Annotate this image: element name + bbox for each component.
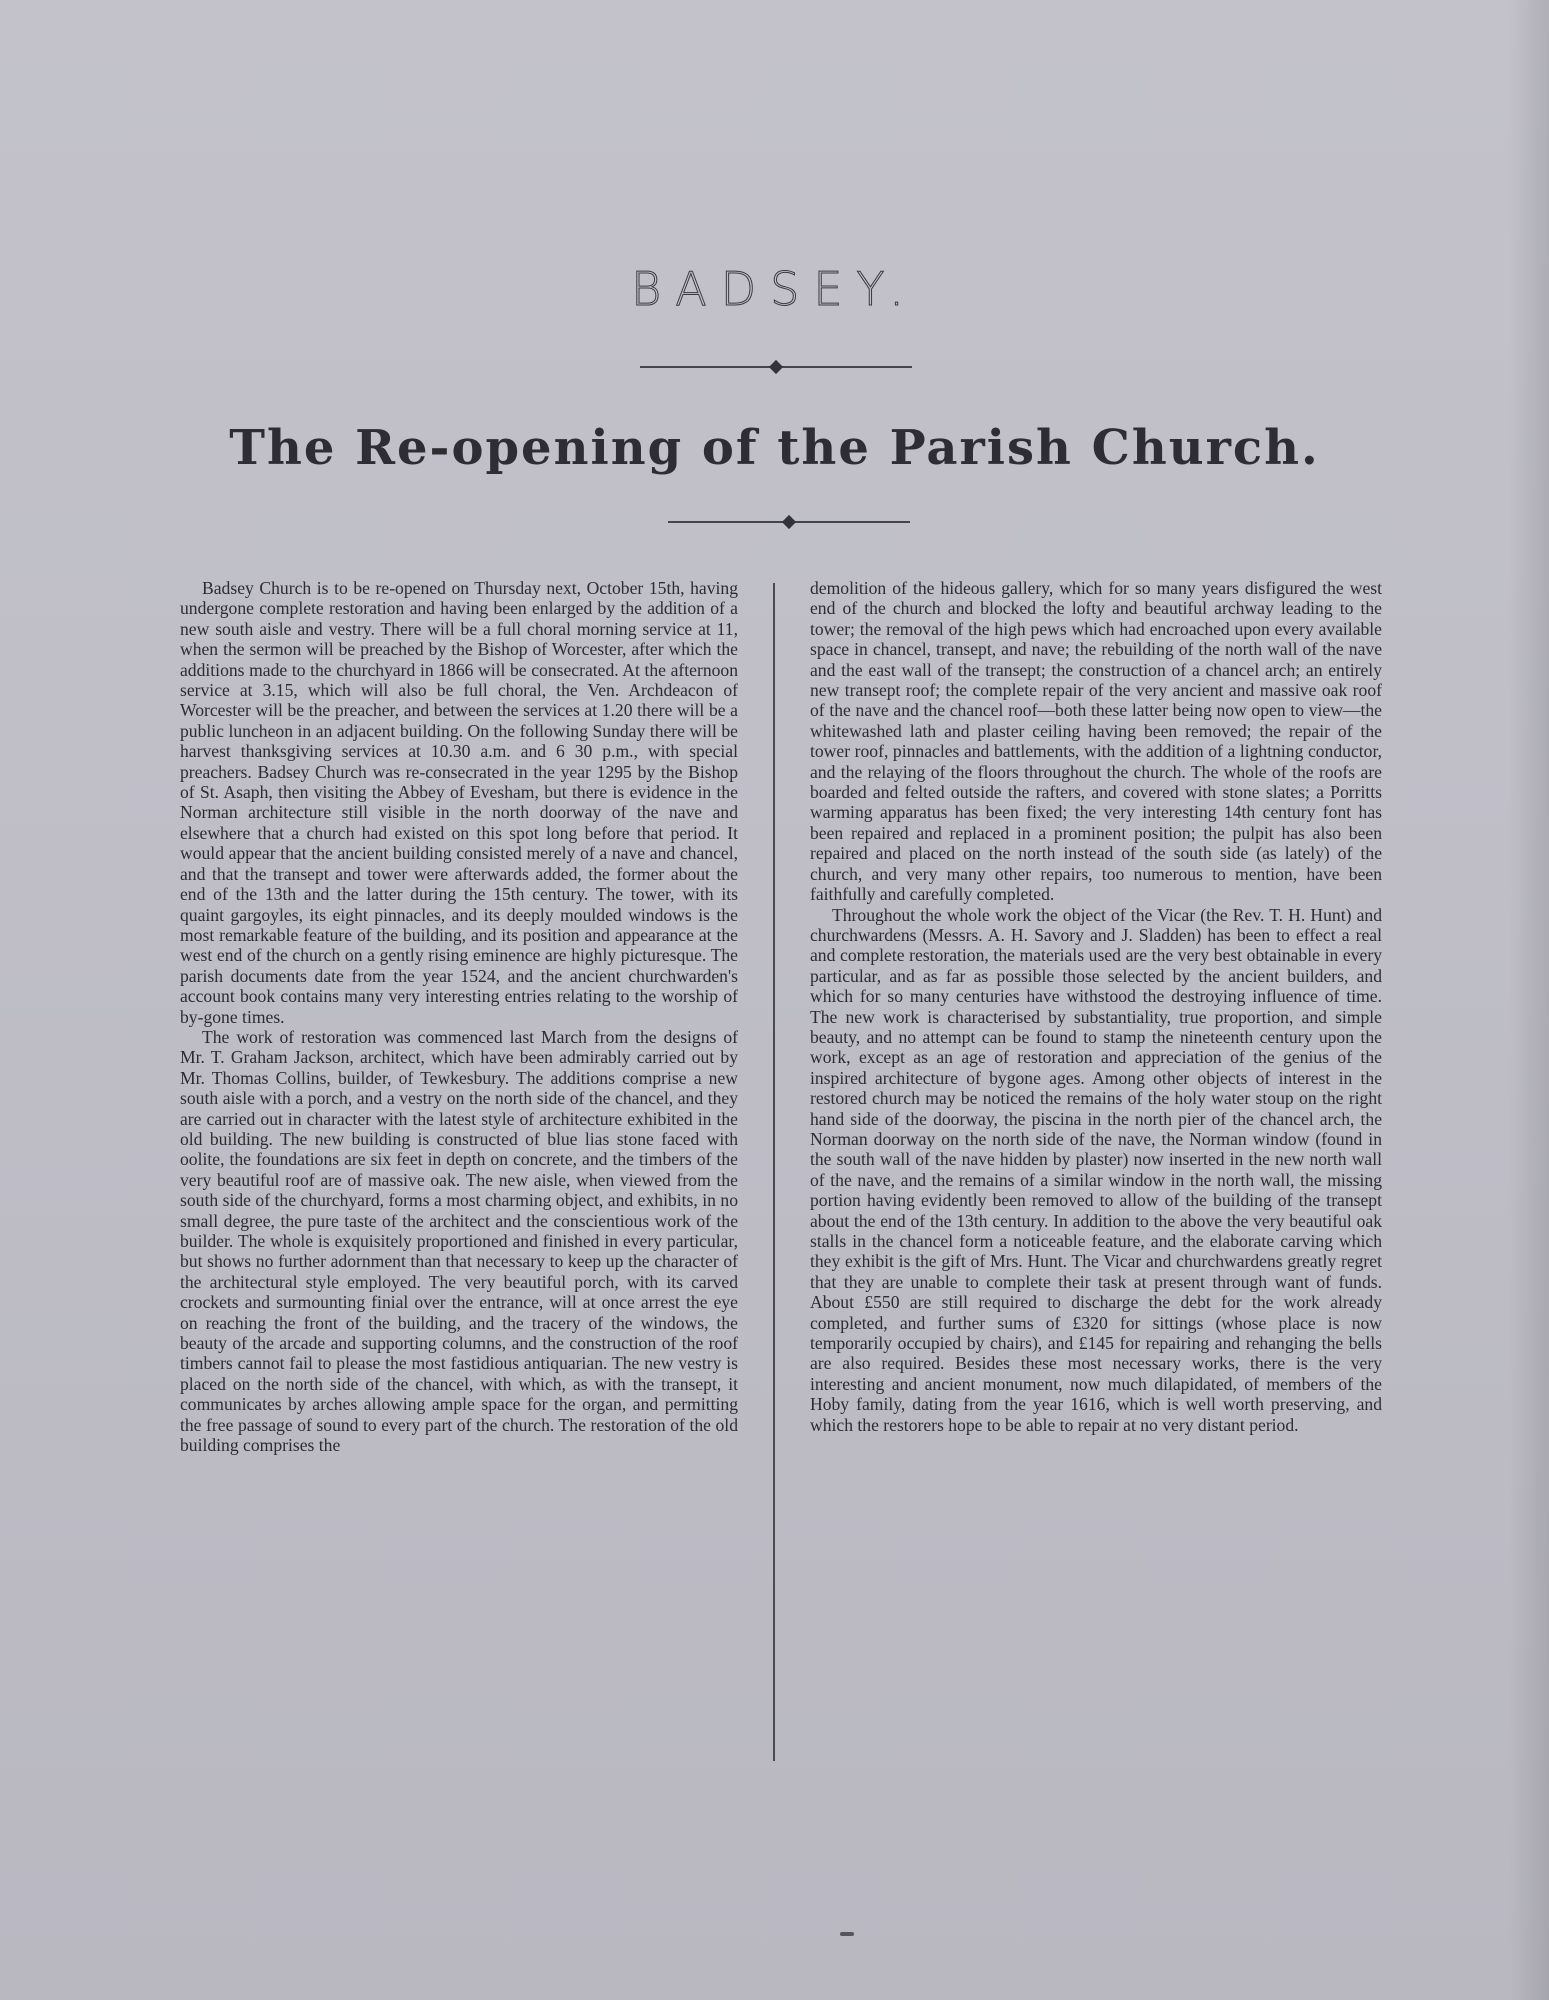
column-divider [773, 583, 775, 1761]
ornamental-rule-bottom [668, 521, 910, 523]
page-title: BADSEY. [631, 262, 918, 316]
ink-mark [840, 1932, 854, 1936]
article-paragraph: Badsey Church is to be re-opened on Thursday next, October 15th, having undergone complete restoration and having been enlarged by the addition of a new south aisle and vestry. There will be a full choral morning service at 11, when the sermon will be preached by the Bishop of Worcester, after which the additions made to the churchyard in 1866 will be consecrated. At the afternoon service at 3.15, which will also be full choral, the Ven. Archdeacon of Worcester will be the preacher, and between the services at 1.20 there will be a public luncheon in an adjacent building. On the following Sunday there will be harvest thanksgiving services at 10.30 a.m. and 6 30 p.m., with special preachers. Badsey Church was re-consecrated in the year 1295 by the Bishop of St. Asaph, then visiting the Abbey of Evesham, but there is evidence in the Norman architecture still visible in the north doorway of the nave and elsewhere that a church had existed on this spot long before that period. It would appear that the ancient building consisted merely of a nave and chancel, and that the transept and tower were afterwards added, the former about the end of the 13th and the latter during the 15th century. The tower, with its quaint gargoyles, its eight pinnacles, and its deeply moulded windows is the most remarkable feature of the building, and its position and appearance at the west end of the church on a gently rising eminence are highly picturesque. The parish documents date from the year 1524, and the ancient churchwarden's account book contains many very interesting entries relating to the worship of by-gone times. [180, 578, 738, 1027]
rule-diamond-ornament [769, 360, 783, 374]
article-column-left [180, 578, 738, 1455]
article-headline: The Re-opening of the Parish Church. [229, 420, 1320, 476]
article-paragraph: demolition of the hideous gallery, which for so many years disfigured the west end of the church and blocked the lofty and beautiful archway leading to the tower; the removal of the high pews which had encroached upon every available space in chancel, transept, and nave; the rebuilding of the north wall of the nave and the east wall of the transept; the construction of a chancel arch; an entirely new transept roof; the complete repair of the very ancient and massive oak roof of the nave and the chancel roof—both these latter being now open to view—the whitewashed lath and plaster ceiling having been removed; the repair of the tower roof, pinnacles and battlements, with the addition of a lightning conductor, and the relaying of the floors throughout the church. The whole of the roofs are boarded and felted outside the rafters, and covered with stone slates; a Porritts warming apparatus has been fixed; the very interesting 14th century font has been repaired and replaced in a prominent position; the pulpit has also been repaired and placed on the north instead of the south side (as lately) of the church, and very many other repairs, too numerous to mention, have been faithfully and carefully completed. [810, 578, 1382, 905]
ornamental-rule-top [640, 366, 912, 368]
article-paragraph: Throughout the whole work the object of the Vicar (the Rev. T. H. Hunt) and churchwardens (Messrs. A. H. Savory and J. Sladden) has been to effect a real and complete restoration, the materials used are the very best obtainable in every particular, and as far as possible those selected by the ancient builders, and which for so many centuries have withstood the destroying influence of time. The new work is characterised by substantiality, true proportion, and simple beauty, and no attempt can be found to stamp the nineteenth century upon the work, except as an age of restoration and appreciation of the genius of the inspired architecture of bygone ages. Among other objects of interest in the restored church may be noticed the remains of the holy water stoup on the right hand side of the doorway, the piscina in the north pier of the chancel arch, the Norman doorway on the north side of the nave, the Norman window (found in the south wall of the nave hidden by plaster) now inserted in the new north wall of the nave, and the remains of a similar window in the north wall, the missing portion having evidently been removed to allow of the building of the transept about the end of the 13th century. In addition to the above the very beautiful oak stalls in the chancel form a noticeable feature, and the elaborate carving which they exhibit is the gift of Mrs. Hunt. The Vicar and churchwardens greatly regret that they are unable to complete their task at present through want of funds. About £550 are still required to discharge the debt for the work already completed, and further sums of £320 for sittings (whose place is now temporarily occupied by chairs), and £145 for repairing and rehanging the bells are also required. Besides these most necessary works, there is the very interesting and ancient monument, now much dilapidated, of members of the Hoby family, dating from the year 1616, which is well worth preserving, and which the restorers hope to be able to repair at no very distant period. [810, 904, 1382, 1435]
article-column-right [810, 578, 1382, 1435]
article-paragraph: The work of restoration was commenced last March from the designs of Mr. T. Graham Jackson, architect, which have been admirably carried out by Mr. Thomas Collins, builder, of Tewkesbury. The additions comprise a new south aisle with a porch, and a vestry on the north side of the chancel, and they are carried out in character with the latest style of architecture exhibited in the old building. The new building is constructed of blue lias stone faced with oolite, the foundations are six feet in depth on concrete, and the timbers of the very beautiful roof are of massive oak. The new aisle, when viewed from the south side of the churchyard, forms a most charming object, and exhibits, in no small degree, the pure taste of the architect and the conscientious work of the builder. The whole is exquisitely proportioned and finished in every particular, but shows no further adornment than that necessary to keep up the character of the architectural style employed. The very beautiful porch, with its carved crockets and surmounting finial over the entrance, will at once arrest the eye on reaching the front of the building, and the tracery of the windows, the beauty of the arcade and supporting columns, and the construction of the roof timbers cannot fail to please the most fastidious antiquarian. The new vestry is placed on the north side of the chancel, with which, as with the transept, it communicates by arches allowing ample space for the organ, and permitting the free passage of sound to every part of the church. The restoration of the old building comprises the [180, 1026, 738, 1456]
rule-diamond-ornament [782, 515, 796, 529]
